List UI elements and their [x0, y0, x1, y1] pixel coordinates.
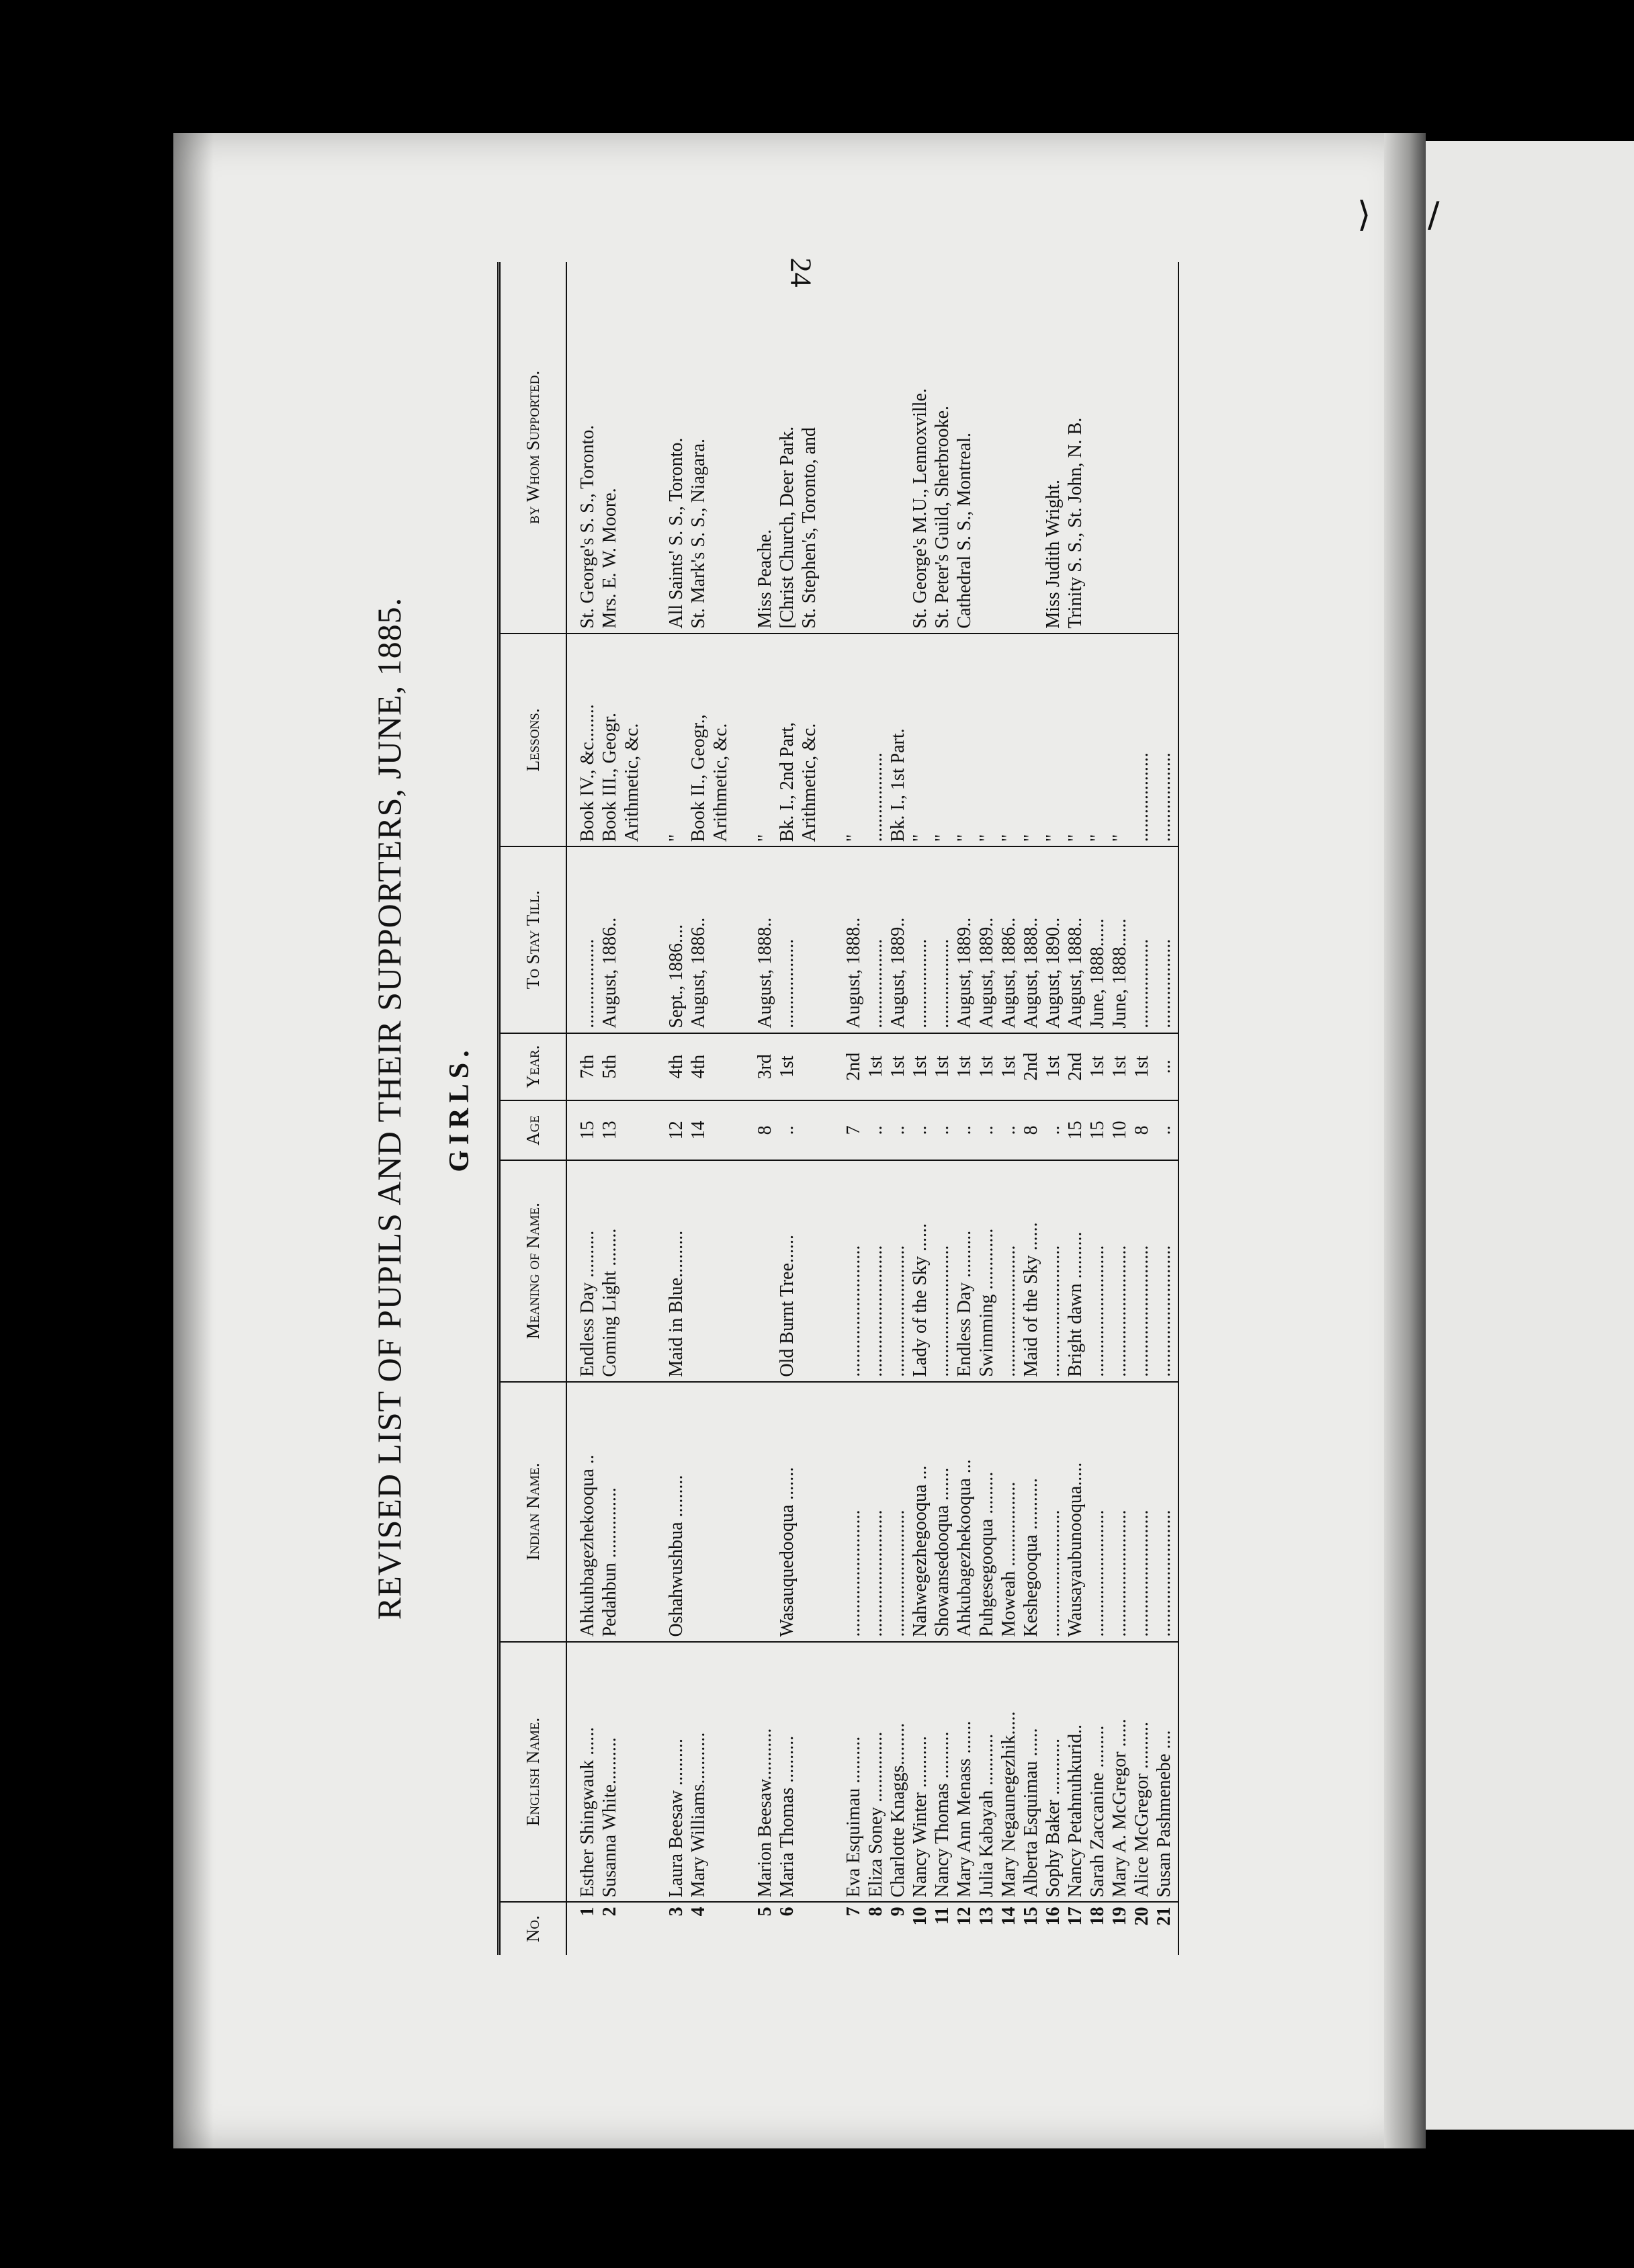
cell-indian-name [798, 1382, 820, 1642]
cell-supporter [710, 262, 732, 634]
spacer-cell [732, 1100, 754, 1160]
spacer-cell [820, 1642, 843, 1903]
cell-english-name: Mary A. McGregor ...... [1109, 1642, 1131, 1903]
cell-stay-till: August, 1888.. [1064, 846, 1086, 1033]
cell-supporter: Cathedral S. S., Montreal. [953, 262, 976, 634]
cell-indian-name: ........................... [1086, 1382, 1109, 1642]
cell-english-name: Eliza Soney ............... [865, 1642, 887, 1903]
cell-age: .. [909, 1100, 931, 1160]
cell-stay-till: ................... [865, 846, 887, 1033]
cell-indian-name: ........................... [887, 1382, 909, 1642]
header-supporter: by Whom Supported. [499, 262, 567, 634]
cell-indian-name: Nahwegezhegooqua ... [909, 1382, 931, 1642]
rotated-content [370, 262, 1411, 1955]
spacer-cell [732, 1033, 754, 1100]
cell-age: 14 [687, 1100, 710, 1160]
cell-row-number: 21 [1153, 1902, 1178, 1955]
spacer-cell [820, 1160, 843, 1382]
cell-meaning-of-name: ............................ [931, 1160, 953, 1382]
spacer-cell [643, 1160, 665, 1382]
cell-meaning-of-name [710, 1160, 732, 1382]
cell-year: 1st [1042, 1033, 1064, 1100]
cell-year [710, 1033, 732, 1100]
cell-supporter: [Christ Church, Deer Park. [776, 262, 798, 634]
cell-age: 8 [754, 1100, 776, 1160]
cell-row-number: 11 [932, 1907, 953, 1925]
cell-meaning-of-name: ............................ [1042, 1160, 1064, 1382]
header-year: Year. [499, 1033, 567, 1100]
cell-year: 1st [1086, 1033, 1109, 1100]
cell-indian-name [754, 1382, 776, 1642]
cell-supporter: St. Peter's Guild, Sherbrooke. [931, 262, 953, 634]
cell-indian-name: Wasauquedooqua ....... [776, 1382, 798, 1642]
spacer-cell [643, 1902, 665, 1955]
cell-supporter [865, 262, 887, 634]
cell-year: 4th [665, 1033, 687, 1100]
cell-year: 1st [1131, 1033, 1153, 1100]
cell-indian-name: ........................... [1109, 1382, 1131, 1642]
cell-english-name [798, 1642, 820, 1903]
cell-english-name: Alberta Esquimau ...... [1020, 1642, 1042, 1903]
cell-english-name: Nancy Petahnuhkurid.. [1064, 1642, 1086, 1903]
table-row [665, 262, 687, 1955]
spacer-cell [820, 846, 843, 1033]
cell-meaning-of-name: Maid in Blue.......... [665, 1160, 687, 1382]
cell-stay-till: June, 1888...... [1086, 846, 1109, 1033]
table-row [710, 262, 732, 1955]
cell-age: 15 [1064, 1100, 1086, 1160]
section-heading: GIRLS. [444, 1045, 475, 1172]
cell-age: .. [998, 1100, 1020, 1160]
cell-supporter [976, 262, 998, 634]
cell-supporter [1131, 262, 1153, 634]
spacer-cell [643, 846, 665, 1033]
cell-year [798, 1033, 820, 1100]
cell-meaning-of-name: ............................ [1086, 1160, 1109, 1382]
cell-meaning-of-name: Maid of the Sky ...... [1020, 1160, 1042, 1382]
cell-year: 1st [931, 1033, 953, 1100]
cell-meaning-of-name: Lady of the Sky ...... [909, 1160, 931, 1382]
cell-lessons: Arithmetic, &c. [798, 634, 820, 846]
cell-english-name: Maria Thomas .......... [776, 1642, 798, 1903]
cell-supporter: St. Mark's S. S., Niagara. [687, 262, 710, 634]
cell-supporter [1109, 262, 1131, 634]
cell-indian-name: ........................... [843, 1382, 865, 1642]
cell-indian-name: Moweah .................. [998, 1382, 1020, 1642]
cell-english-name [710, 1642, 732, 1903]
spacer-cell [820, 1100, 843, 1160]
table-row [1042, 262, 1064, 1955]
header-stay-till: To Stay Till. [499, 846, 567, 1033]
cell-row-number: 1 [577, 1907, 598, 1917]
cell-year: 1st [865, 1033, 887, 1100]
cell-row-number: 4 [688, 1907, 709, 1917]
cell-lessons: " [1064, 634, 1086, 846]
cell-supporter [621, 262, 643, 634]
cell-stay-till: August, 1886.. [599, 846, 621, 1033]
spacer-cell [820, 1382, 843, 1642]
cell-indian-name [621, 1382, 643, 1642]
cell-row-number: 19 [1109, 1907, 1130, 1926]
table-row [976, 262, 998, 1955]
spacer-cell [643, 1382, 665, 1642]
cell-row-number: 20 [1131, 1907, 1152, 1926]
cell-row-number [621, 1902, 643, 1955]
cell-stay-till: August, 1888.. [754, 846, 776, 1033]
cell-indian-name: Ahkubagezhekooqua ... [953, 1382, 976, 1642]
spacer-cell [820, 634, 843, 846]
cell-year: 1st [776, 1033, 798, 1100]
page-number: 24 [784, 257, 818, 288]
cell-age: 13 [599, 1100, 621, 1160]
cell-lessons: " [1109, 634, 1131, 846]
cell-age: 10 [1109, 1100, 1131, 1160]
cell-english-name: Mary Williams........... [687, 1642, 710, 1903]
cell-meaning-of-name: Bright dawn .......... [1064, 1160, 1086, 1382]
cell-row-number: 9 [888, 1907, 908, 1917]
cell-year: ... [1153, 1033, 1178, 1100]
cell-indian-name: Wausayaubunooqua..... [1064, 1382, 1086, 1642]
facing-page [1426, 141, 1634, 2130]
cell-supporter: Mrs. E. W. Moore. [599, 262, 621, 634]
table-row [909, 262, 931, 1955]
cell-row-number: 12 [954, 1907, 975, 1926]
cell-supporter: Miss Peache. [754, 262, 776, 634]
cell-age: 15 [1086, 1100, 1109, 1160]
cell-row-number: 10 [910, 1907, 931, 1926]
row-spacer [732, 262, 754, 1955]
cell-age: 7 [843, 1100, 865, 1160]
table-row [566, 262, 599, 1955]
cell-lessons: " [665, 634, 687, 846]
cell-indian-name: ........................... [1131, 1382, 1153, 1642]
cell-row-number: 15 [1021, 1907, 1041, 1926]
spacer-cell [643, 1100, 665, 1160]
cell-age: 15 [566, 1100, 599, 1160]
cell-age: .. [976, 1100, 998, 1160]
cell-meaning-of-name: Swimming ............. [976, 1160, 998, 1382]
spacer-cell [643, 1642, 665, 1903]
table-row [1064, 262, 1086, 1955]
cell-meaning-of-name: ............................ [1153, 1160, 1178, 1382]
table-row [1131, 262, 1153, 1955]
cell-row-number: 6 [777, 1907, 798, 1917]
cell-row-number: 14 [998, 1907, 1019, 1926]
cell-english-name: Charlotte Knaggs......... [887, 1642, 909, 1903]
cell-english-name [621, 1642, 643, 1903]
spacer-cell [732, 1902, 754, 1955]
cell-english-name: Esther Shingwauk ...... [566, 1642, 599, 1903]
header-english-name: English Name. [499, 1642, 567, 1903]
cell-lessons: Book III., Geogr. [599, 634, 621, 846]
cell-lessons: ................... [865, 634, 887, 846]
cell-english-name: Sophy Baker ............ [1042, 1642, 1064, 1903]
cell-year: 2nd [1020, 1033, 1042, 1100]
cell-supporter: Miss Judith Wright. [1042, 262, 1064, 634]
cell-year: 1st [909, 1033, 931, 1100]
margin-mark-facing: / [1428, 195, 1440, 235]
cell-lessons: " [953, 634, 976, 846]
cell-year: 1st [1109, 1033, 1131, 1100]
cell-row-number: 7 [843, 1907, 864, 1917]
cell-lessons: ................... [1131, 634, 1153, 846]
cell-supporter: St. George's M.U., Lennoxville. [909, 262, 931, 634]
cell-meaning-of-name: ............................ [887, 1160, 909, 1382]
cell-indian-name: Pedahbun ............... [599, 1382, 621, 1642]
cell-stay-till [710, 846, 732, 1033]
cell-stay-till: August, 1888.. [1020, 846, 1042, 1033]
spacer-cell [643, 262, 665, 634]
cell-year: 2nd [843, 1033, 865, 1100]
cell-year: 1st [887, 1033, 909, 1100]
table-row [687, 262, 710, 1955]
pupils-table [497, 262, 1179, 1955]
cell-indian-name: Puhgesegooqua ......... [976, 1382, 998, 1642]
page-edge-shadow [173, 133, 214, 2148]
spacer-cell [643, 1033, 665, 1100]
cell-meaning-of-name: Endless Day .......... [953, 1160, 976, 1382]
cell-age: .. [887, 1100, 909, 1160]
cell-meaning-of-name: ............................ [998, 1160, 1020, 1382]
cell-year: 5th [599, 1033, 621, 1100]
cell-english-name: Laura Beesaw .......... [665, 1642, 687, 1903]
row-spacer [643, 262, 665, 1955]
header-no: No. [499, 1902, 567, 1955]
cell-year [621, 1033, 643, 1100]
cell-indian-name: ........................... [1153, 1382, 1178, 1642]
header-age: Age [499, 1100, 567, 1160]
spacer-cell [820, 1033, 843, 1100]
cell-meaning-of-name [621, 1160, 643, 1382]
cell-supporter: St. George's S. S., Toronto. [566, 262, 599, 634]
cell-lessons: " [1086, 634, 1109, 846]
cell-meaning-of-name: ............................ [865, 1160, 887, 1382]
cell-meaning-of-name [687, 1160, 710, 1382]
cell-row-number [710, 1902, 732, 1955]
cell-meaning-of-name: Coming Light ........ [599, 1160, 621, 1382]
cell-lessons: ................... [1153, 634, 1178, 846]
cell-lessons: " [931, 634, 953, 846]
spacer-cell [732, 634, 754, 846]
cell-supporter: Trinity S. S., St. John, N. B. [1064, 262, 1086, 634]
cell-stay-till [798, 846, 820, 1033]
cell-age: .. [865, 1100, 887, 1160]
table-row [776, 262, 798, 1955]
table-row [1020, 262, 1042, 1955]
cell-supporter [843, 262, 865, 634]
cell-stay-till: August, 1886.. [687, 846, 710, 1033]
table-body [566, 262, 1178, 1955]
cell-indian-name: Ahkuhbagezhekooqua .. [566, 1382, 599, 1642]
cell-supporter: St. Stephen's, Toronto, and [798, 262, 820, 634]
cell-lessons: " [1042, 634, 1064, 846]
cell-stay-till: August, 1890.. [1042, 846, 1064, 1033]
cell-english-name: Susanna White.......... [599, 1642, 621, 1903]
cell-stay-till: August, 1886.. [998, 846, 1020, 1033]
cell-year: 1st [953, 1033, 976, 1100]
cell-lessons: " [843, 634, 865, 846]
spacer-cell [732, 846, 754, 1033]
cell-lessons: Arithmetic, &c. [621, 634, 643, 846]
cell-age: 8 [1020, 1100, 1042, 1160]
cell-lessons: Book II., Geogr., [687, 634, 710, 846]
cell-stay-till: ................... [776, 846, 798, 1033]
cell-lessons: " [998, 634, 1020, 846]
spacer-cell [732, 262, 754, 634]
table-row [998, 262, 1020, 1955]
table-header-row [499, 262, 567, 1955]
cell-year: 1st [998, 1033, 1020, 1100]
table-row [1109, 262, 1131, 1955]
cell-meaning-of-name [754, 1160, 776, 1382]
row-spacer [820, 262, 843, 1955]
cell-supporter: All Saints' S. S., Toronto. [665, 262, 687, 634]
cell-stay-till: ................... [566, 846, 599, 1033]
cell-lessons: Bk. I., 2nd Part, [776, 634, 798, 846]
spacer-cell [732, 1642, 754, 1903]
table-row [887, 262, 909, 1955]
cell-lessons: Book IV., &c........ [566, 634, 599, 846]
cell-age: 8 [1131, 1100, 1153, 1160]
cell-row-number: 18 [1087, 1907, 1108, 1926]
table-row [621, 262, 643, 1955]
cell-age: 12 [665, 1100, 687, 1160]
cell-meaning-of-name: Old Burnt Tree...... [776, 1160, 798, 1382]
table-row [843, 262, 865, 1955]
cell-stay-till: August, 1889.. [976, 846, 998, 1033]
cell-age: .. [953, 1100, 976, 1160]
cell-supporter [1086, 262, 1109, 634]
cell-row-number: 17 [1065, 1907, 1086, 1926]
cell-meaning-of-name: ............................ [1131, 1160, 1153, 1382]
document-title: REVISED LIST OF PUPILS AND THEIR SUPPORTERS, JUNE, 1885. [370, 597, 408, 1620]
cell-stay-till: August, 1889.. [953, 846, 976, 1033]
cell-lessons: Arithmetic, &c. [710, 634, 732, 846]
cell-stay-till [621, 846, 643, 1033]
table-row [931, 262, 953, 1955]
cell-meaning-of-name: ............................ [1109, 1160, 1131, 1382]
cell-row-number: 5 [755, 1907, 775, 1917]
header-lessons: Lessons. [499, 634, 567, 846]
table-row [1086, 262, 1109, 1955]
cell-indian-name [687, 1382, 710, 1642]
cell-english-name: Sarah Zaccanine ......... [1086, 1642, 1109, 1903]
cell-english-name: Eva Esquimau .......... [843, 1642, 865, 1903]
cell-meaning-of-name [798, 1160, 820, 1382]
cell-age: .. [1042, 1100, 1064, 1160]
cell-english-name: Mary Ann Menass ....... [953, 1642, 976, 1903]
spacer-cell [643, 634, 665, 846]
cell-supporter [998, 262, 1020, 634]
cell-indian-name [710, 1382, 732, 1642]
cell-lessons: Bk. I., 1st Part. [887, 634, 909, 846]
cell-stay-till: June, 1888...... [1109, 846, 1131, 1033]
margin-mark: ⟩ [1357, 195, 1371, 235]
table-row [599, 262, 621, 1955]
cell-row-number: 8 [865, 1907, 886, 1917]
cell-age [621, 1100, 643, 1160]
cell-english-name: Nancy Thomas .......... [931, 1642, 953, 1903]
cell-stay-till: ................... [931, 846, 953, 1033]
cell-lessons: " [909, 634, 931, 846]
cell-indian-name: Oshahwushbua ......... [665, 1382, 687, 1642]
table-row [754, 262, 776, 1955]
cell-lessons: " [976, 634, 998, 846]
cell-indian-name: Keshegooqua ........... [1020, 1382, 1042, 1642]
cell-row-number: 16 [1043, 1907, 1064, 1926]
cell-stay-till: ................... [1153, 846, 1178, 1033]
cell-supporter [887, 262, 909, 634]
cell-english-name: Alice McGregor .......... [1131, 1642, 1153, 1903]
cell-year: 4th [687, 1033, 710, 1100]
cell-stay-till: August, 1888.. [843, 846, 865, 1033]
cell-english-name: Nancy Winter ........... [909, 1642, 931, 1903]
cell-stay-till: August, 1889.. [887, 846, 909, 1033]
cell-english-name: Susan Pashmenebe .... [1153, 1642, 1178, 1903]
cell-stay-till: Sept., 1886.... [665, 846, 687, 1033]
spacer-cell [820, 1902, 843, 1955]
cell-meaning-of-name: ............................ [843, 1160, 865, 1382]
cell-row-number: 3 [666, 1907, 687, 1917]
cell-year: 3rd [754, 1033, 776, 1100]
cell-year: 2nd [1064, 1033, 1086, 1100]
cell-row-number: 2 [599, 1907, 620, 1917]
cell-supporter [1153, 262, 1178, 634]
cell-age [798, 1100, 820, 1160]
table-row [865, 262, 887, 1955]
table-row [953, 262, 976, 1955]
cell-age [710, 1100, 732, 1160]
cell-lessons: " [754, 634, 776, 846]
cell-lessons: " [1020, 634, 1042, 846]
cell-stay-till: ................... [909, 846, 931, 1033]
cell-year: 7th [566, 1033, 599, 1100]
cell-age: .. [931, 1100, 953, 1160]
table-row [1153, 262, 1178, 1955]
spacer-cell [732, 1160, 754, 1382]
cell-age: .. [1153, 1100, 1178, 1160]
table-row [798, 262, 820, 1955]
cell-supporter [1020, 262, 1042, 634]
cell-meaning-of-name: Endless Day .......... [566, 1160, 599, 1382]
cell-english-name: Marion Beesaw........... [754, 1642, 776, 1903]
cell-stay-till: ................... [1131, 846, 1153, 1033]
cell-indian-name: Showansedooqua ....... [931, 1382, 953, 1642]
spacer-cell [732, 1382, 754, 1642]
cell-row-number: 13 [976, 1907, 997, 1926]
cell-age: .. [776, 1100, 798, 1160]
spacer-cell [820, 262, 843, 634]
cell-indian-name: ........................... [1042, 1382, 1064, 1642]
cell-indian-name: ........................... [865, 1382, 887, 1642]
header-indian-name: Indian Name. [499, 1382, 567, 1642]
cell-english-name: Julia Kabayah ........... [976, 1642, 998, 1903]
header-meaning: Meaning of Name. [499, 1160, 567, 1382]
cell-english-name: Mary Negaunegezhik..... [998, 1642, 1020, 1903]
cell-row-number [798, 1902, 820, 1955]
cell-year: 1st [976, 1033, 998, 1100]
